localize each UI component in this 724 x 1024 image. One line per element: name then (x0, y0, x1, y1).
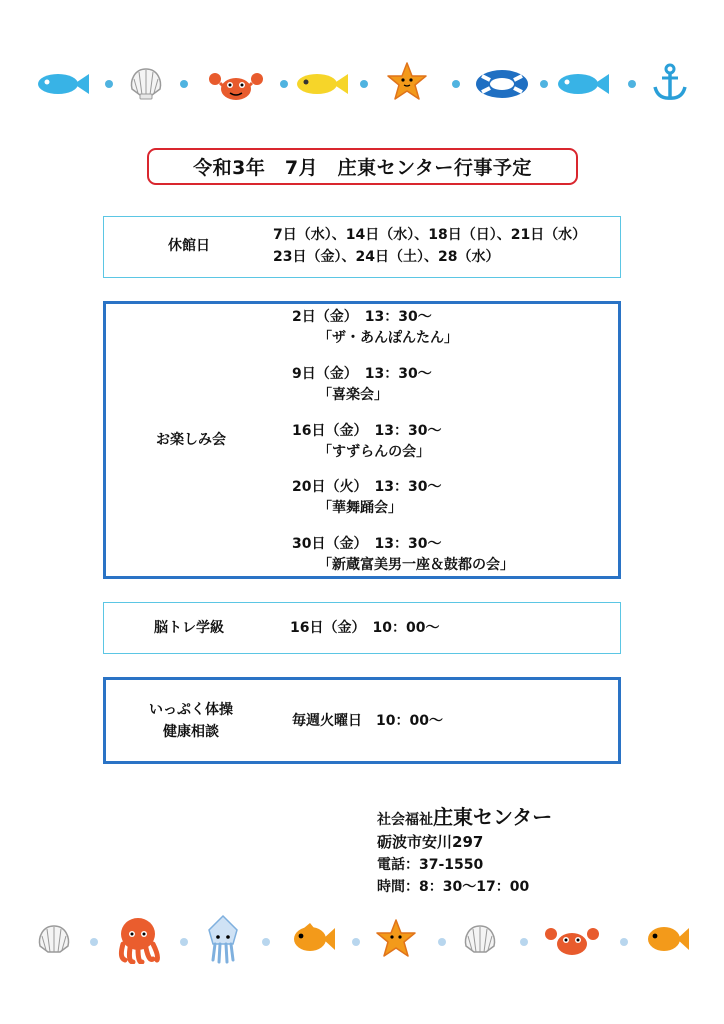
dot (520, 938, 528, 946)
event-date: 20日（火） 13：30～ (292, 479, 442, 495)
crab-icon (544, 922, 600, 958)
fish-icon (295, 71, 349, 97)
dot (180, 80, 188, 88)
center-name: 庄東センター (433, 805, 553, 829)
fish-icon (36, 71, 90, 97)
exercise-label-line1: いっぷく体操 (149, 702, 233, 718)
dot (280, 80, 288, 88)
brain-class-box (103, 602, 621, 654)
crab-icon (208, 67, 264, 103)
footer-contact (377, 801, 552, 898)
event-name: 「すずらんの会」 (318, 444, 431, 460)
event-date: 9日（金） 13：30～ (292, 366, 432, 382)
dot (105, 80, 113, 88)
fish-icon (556, 71, 610, 97)
shell-icon (462, 922, 498, 958)
dot (360, 80, 368, 88)
octopus-icon (115, 916, 161, 964)
phone: 電話：37-1550 (377, 857, 484, 873)
page-title: 令和3年 7月 庄東センター行事予定 (147, 148, 578, 185)
event-date: 2日（金） 13：30～ (292, 309, 432, 325)
dot (540, 80, 548, 88)
dot (262, 938, 270, 946)
brain-class-schedule: 16日（金） 10：00～ (290, 620, 440, 636)
event-name: 「ザ・あんぽんたん」 (318, 330, 458, 346)
event-name: 「新蔵富美男一座＆鼓都の会」 (318, 557, 514, 573)
starfish-icon (374, 918, 418, 960)
event-name: 「喜楽会」 (318, 387, 388, 403)
fun-events-label: お楽しみ会 (156, 432, 226, 448)
closed-days-box (103, 216, 621, 278)
exercise-schedule: 毎週火曜日 10：00～ (292, 713, 443, 729)
exercise-box (103, 677, 621, 764)
goldfish-icon (290, 922, 336, 956)
address: 砺波市安川297 (377, 833, 484, 851)
shell-icon (128, 65, 164, 101)
fun-events-box (103, 301, 621, 579)
dot (628, 80, 636, 88)
goldfish-icon (644, 922, 690, 956)
dot (352, 938, 360, 946)
dot (90, 938, 98, 946)
closed-days-line1: 7日（水）、14日（水）、18日（日）、21日（水） (273, 227, 587, 243)
dot (438, 938, 446, 946)
life-ring-icon (474, 68, 530, 100)
org-prefix: 社会福祉 (377, 812, 433, 828)
event-date: 16日（金） 13：30～ (292, 423, 442, 439)
bottom-decoration-row (0, 910, 724, 970)
dot (452, 80, 460, 88)
dot (620, 938, 628, 946)
org-name (377, 801, 552, 830)
dot (180, 938, 188, 946)
starfish-icon (385, 61, 429, 103)
event-name: 「華舞踊会」 (318, 500, 402, 516)
event-date: 30日（金） 13：30～ (292, 536, 442, 552)
closed-days-label: 休館日 (168, 238, 210, 254)
squid-icon (205, 914, 241, 964)
brain-class-label: 脳トレ学級 (154, 620, 224, 636)
top-decoration-row (0, 55, 724, 115)
shell-icon (36, 922, 72, 958)
hours: 時間：8：30～17：00 (377, 879, 530, 895)
anchor-icon (650, 63, 690, 103)
closed-days-line2: 23日（金）、24日（土）、28（水） (273, 249, 500, 265)
exercise-label-line2: 健康相談 (163, 724, 219, 740)
